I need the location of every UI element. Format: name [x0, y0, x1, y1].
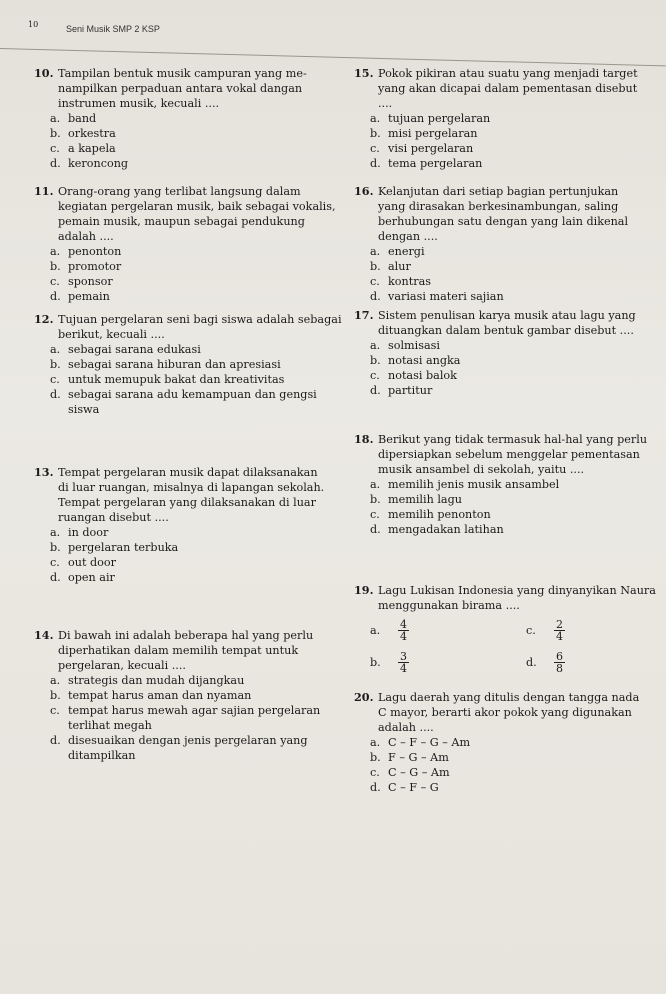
option-text: out door [68, 556, 116, 569]
question-number: 16. [354, 184, 374, 198]
option-text: pergelaran terbuka [68, 541, 179, 554]
page-header [28, 18, 666, 54]
option-text: C – G – Am [388, 766, 450, 779]
question-stem-line: dengan .... [378, 230, 438, 243]
option-text: C – F – G [388, 781, 439, 794]
question-number: 20. [354, 690, 374, 704]
answer-option[interactable] [526, 619, 565, 642]
answer-option[interactable] [50, 289, 352, 304]
answer-option[interactable] [50, 673, 352, 688]
answer-option[interactable] [370, 765, 660, 780]
question-stem-line: Tampilan bentuk musik campuran yang me- [58, 67, 307, 80]
option-text: memilih penonton [388, 508, 491, 521]
answer-option[interactable] [50, 718, 352, 733]
option-letter: b. [370, 655, 381, 669]
question-13 [34, 465, 352, 585]
option-letter: a. [370, 112, 381, 125]
question-number: 19. [354, 583, 374, 597]
question-stem-line: nampilkan perpaduan antara vokal dangan [58, 82, 303, 95]
answer-option[interactable] [370, 492, 660, 507]
answer-option[interactable] [50, 540, 352, 555]
option-letter: a. [50, 245, 61, 258]
question-19 [354, 583, 660, 679]
option-letter: c. [50, 373, 60, 386]
option-letter: d. [50, 290, 61, 303]
option-letter: b. [370, 127, 381, 140]
answer-option[interactable] [50, 688, 352, 703]
answer-option[interactable] [526, 651, 565, 674]
option-text: visi pergelaran [388, 142, 474, 155]
option-letter: a. [370, 245, 381, 258]
option-letter: a. [370, 736, 381, 749]
answer-option[interactable] [50, 748, 352, 763]
fraction-denominator: 4 [400, 662, 407, 675]
option-letter: c. [50, 275, 60, 288]
question-stem-line: ruangan disebut .... [58, 511, 169, 524]
answer-option[interactable] [370, 111, 660, 126]
option-letter: a. [370, 623, 381, 637]
answer-option[interactable] [370, 141, 660, 156]
option-text: C – F – G – Am [388, 736, 471, 749]
option-text: siswa [68, 403, 100, 416]
option-text: promotor [68, 260, 122, 273]
answer-option[interactable] [50, 402, 352, 417]
option-letter: c. [370, 508, 380, 521]
question-stem-line: Tujuan pergelaran seni bagi siswa adalah sebagai [58, 313, 342, 326]
option-letter: a. [370, 478, 381, 491]
option-letter: a. [50, 112, 61, 125]
question-stem-line: Tempat pergelaran musik dapat dilaksanakan [58, 466, 318, 479]
answer-option[interactable] [370, 259, 660, 274]
option-text: strategis dan mudah dijangkau [68, 674, 245, 687]
option-letter: c. [50, 704, 60, 717]
fraction-value [554, 651, 565, 674]
option-letter: a. [50, 343, 61, 356]
question-number: 13. [34, 465, 54, 479]
question-15 [354, 66, 660, 171]
option-letter: c. [370, 766, 380, 779]
question-stem-line: .... [378, 97, 393, 110]
option-letter: d. [50, 571, 61, 584]
fraction-denominator: 4 [400, 630, 407, 643]
question-stem-line: adalah .... [58, 230, 114, 243]
question-20 [354, 690, 660, 795]
fraction-value [398, 619, 409, 642]
question-number: 14. [34, 628, 54, 642]
option-letter: b. [50, 541, 61, 554]
answer-option[interactable] [50, 111, 352, 126]
answer-option[interactable] [50, 141, 352, 156]
option-letter: c. [526, 623, 536, 637]
option-letter: d. [370, 290, 381, 303]
answer-option[interactable] [370, 619, 409, 642]
answer-option[interactable] [370, 156, 660, 171]
option-text: sebagai sarana edukasi [68, 343, 201, 356]
question-stem-line: Pokok pikiran atau suatu yang menjadi target [378, 67, 638, 80]
option-letter: d. [370, 523, 381, 536]
answer-option[interactable] [50, 342, 352, 357]
option-text: penonton [68, 245, 122, 258]
option-text: disesuaikan dengan jenis pergelaran yang [68, 734, 308, 747]
page-number: 10 [28, 20, 39, 29]
option-letter: a. [50, 674, 61, 687]
option-letter: d. [370, 157, 381, 170]
answer-option[interactable] [50, 387, 352, 402]
option-text: sebagai sarana adu kemampuan dan gengsi [68, 388, 317, 401]
option-text: solmisasi [388, 339, 440, 352]
option-text: sebagai sarana hiburan dan apresiasi [68, 358, 281, 371]
question-18 [354, 432, 660, 537]
answer-option[interactable] [50, 126, 352, 141]
option-text: open air [68, 571, 115, 584]
option-text: memilih jenis musik ansambel [388, 478, 560, 491]
option-letter: d. [50, 157, 61, 170]
fraction-value [398, 651, 409, 674]
question-17 [354, 308, 660, 398]
question-stem-line: musik ansambel di sekolah, yaitu .... [378, 463, 585, 476]
option-text: pemain [68, 290, 110, 303]
question-number: 15. [354, 66, 374, 80]
question-number: 11. [34, 184, 54, 198]
answer-option[interactable] [50, 259, 352, 274]
option-text: kontras [388, 275, 431, 288]
option-text: a kapela [68, 142, 116, 155]
option-text: terlihat megah [68, 719, 152, 732]
question-stem-line: berikut, kecuali .... [58, 328, 165, 341]
answer-option[interactable] [370, 368, 660, 383]
answer-option[interactable] [370, 289, 660, 304]
question-number: 17. [354, 308, 374, 322]
fraction-options [354, 619, 660, 679]
option-letter: b. [370, 493, 381, 506]
fraction-denominator: 4 [556, 630, 563, 643]
option-text: partitur [388, 384, 433, 397]
answer-option[interactable] [50, 525, 352, 540]
option-letter: d. [50, 388, 61, 401]
question-number: 10. [34, 66, 54, 80]
option-text: band [68, 112, 97, 125]
question-stem-line: di luar ruangan, misalnya di lapangan sekolah. [58, 481, 325, 494]
option-text: in door [68, 526, 109, 539]
option-text: energi [388, 245, 425, 258]
answer-option[interactable] [50, 357, 352, 372]
question-stem-line: Orang-orang yang terlibat langsung dalam [58, 185, 301, 198]
header-title: Seni Musik SMP 2 KSP [66, 24, 160, 34]
option-text: variasi materi sajian [388, 290, 504, 303]
option-text: tempat harus mewah agar sajian pergelaran [68, 704, 321, 717]
answer-option[interactable] [370, 735, 660, 750]
question-number: 18. [354, 432, 374, 446]
option-text: sponsor [68, 275, 113, 288]
option-text: orkestra [68, 127, 116, 140]
option-text: tema pergelaran [388, 157, 483, 170]
answer-option[interactable] [370, 750, 660, 765]
question-stem-line: Lagu daerah yang ditulis dengan tangga nada [378, 691, 640, 704]
fraction-numerator: 2 [556, 618, 563, 631]
question-stem-line: dipersiapkan sebelum menggelar pementasan [378, 448, 640, 461]
option-letter: a. [50, 526, 61, 539]
question-stem-line: yang akan dicapai dalam pementasan disebut [378, 82, 638, 95]
answer-option[interactable] [50, 244, 352, 259]
option-text: notasi balok [388, 369, 457, 382]
answer-option[interactable] [50, 570, 352, 585]
question-number: 12. [34, 312, 54, 326]
option-text: tempat harus aman dan nyaman [68, 689, 252, 702]
option-text: keroncong [68, 157, 129, 170]
option-letter: b. [50, 260, 61, 273]
option-letter: c. [370, 369, 380, 382]
answer-option[interactable] [370, 274, 660, 289]
question-stem-line: berhubungan satu dengan yang lain dikenal [378, 215, 629, 228]
answer-option[interactable] [50, 555, 352, 570]
option-letter: c. [50, 556, 60, 569]
answer-option[interactable] [370, 507, 660, 522]
question-stem-line: pemain musik, maupun sebagai pendukung [58, 215, 305, 228]
option-letter: d. [370, 781, 381, 794]
question-stem-line: kegiatan pergelaran musik, baik sebagai vokalis, [58, 200, 336, 213]
answer-option[interactable] [370, 338, 660, 353]
question-stem-line: menggunakan birama .... [378, 599, 520, 612]
fraction-value [554, 619, 565, 642]
answer-option[interactable] [50, 372, 352, 387]
option-letter: d. [50, 734, 61, 747]
question-stem-line: Berikut yang tidak termasuk hal-hal yang perlu [378, 433, 648, 446]
question-stem-line: dituangkan dalam bentuk gambar disebut .... [378, 324, 634, 337]
option-text: F – G – Am [388, 751, 449, 764]
option-letter: b. [50, 689, 61, 702]
answer-option[interactable] [50, 703, 352, 718]
fraction-numerator: 3 [400, 650, 407, 663]
question-10 [34, 66, 352, 171]
option-text: mengadakan latihan [388, 523, 504, 536]
option-text: tujuan pergelaran [388, 112, 491, 125]
option-letter: b. [370, 751, 381, 764]
answer-option[interactable] [370, 651, 409, 674]
fraction-numerator: 6 [556, 650, 563, 663]
option-letter: b. [50, 127, 61, 140]
question-stem-line: Di bawah ini adalah beberapa hal yang perlu [58, 629, 314, 642]
option-letter: b. [370, 354, 381, 367]
fraction-denominator: 8 [556, 662, 563, 675]
option-text: misi pergelaran [388, 127, 478, 140]
option-letter: d. [526, 655, 537, 669]
question-16 [354, 184, 660, 304]
option-letter: b. [370, 260, 381, 273]
option-text: untuk memupuk bakat dan kreativitas [68, 373, 285, 386]
answer-option[interactable] [370, 383, 660, 398]
answer-option[interactable] [370, 126, 660, 141]
question-11 [34, 184, 352, 304]
question-12 [34, 312, 352, 417]
answer-option[interactable] [50, 156, 352, 171]
question-stem-line: instrumen musik, kecuali .... [58, 97, 220, 110]
question-14 [34, 628, 352, 763]
question-stem-line: Lagu Lukisan Indonesia yang dinyanyikan Naura [378, 584, 656, 597]
question-stem-line: Kelanjutan dari setiap bagian pertunjukan [378, 185, 619, 198]
answer-option[interactable] [50, 733, 352, 748]
option-letter: c. [370, 275, 380, 288]
fraction-numerator: 4 [400, 618, 407, 631]
question-stem-line: Tempat pergelaran yang dilaksanakan di luar [58, 496, 316, 509]
answer-option[interactable] [370, 522, 660, 537]
option-text: alur [388, 260, 411, 273]
option-letter: c. [370, 142, 380, 155]
question-stem-line: yang dirasakan berkesinambungan, saling [378, 200, 619, 213]
answer-option[interactable] [370, 244, 660, 259]
option-letter: c. [50, 142, 60, 155]
answer-option[interactable] [370, 353, 660, 368]
option-text: ditampilkan [68, 749, 136, 762]
question-stem-line: adalah .... [378, 721, 434, 734]
question-stem-line: diperhatikan dalam memilih tempat untuk [58, 644, 299, 657]
option-letter: d. [370, 384, 381, 397]
option-text: notasi angka [388, 354, 461, 367]
option-letter: b. [50, 358, 61, 371]
option-letter: a. [370, 339, 381, 352]
question-stem-line: Sistem penulisan karya musik atau lagu yang [378, 309, 636, 322]
answer-option[interactable] [370, 780, 660, 795]
question-stem-line: C mayor, berarti akor pokok yang digunakan [378, 706, 632, 719]
option-text: memilih lagu [388, 493, 462, 506]
answer-option[interactable] [50, 274, 352, 289]
answer-option[interactable] [370, 477, 660, 492]
question-stem-line: pergelaran, kecuali .... [58, 659, 186, 672]
